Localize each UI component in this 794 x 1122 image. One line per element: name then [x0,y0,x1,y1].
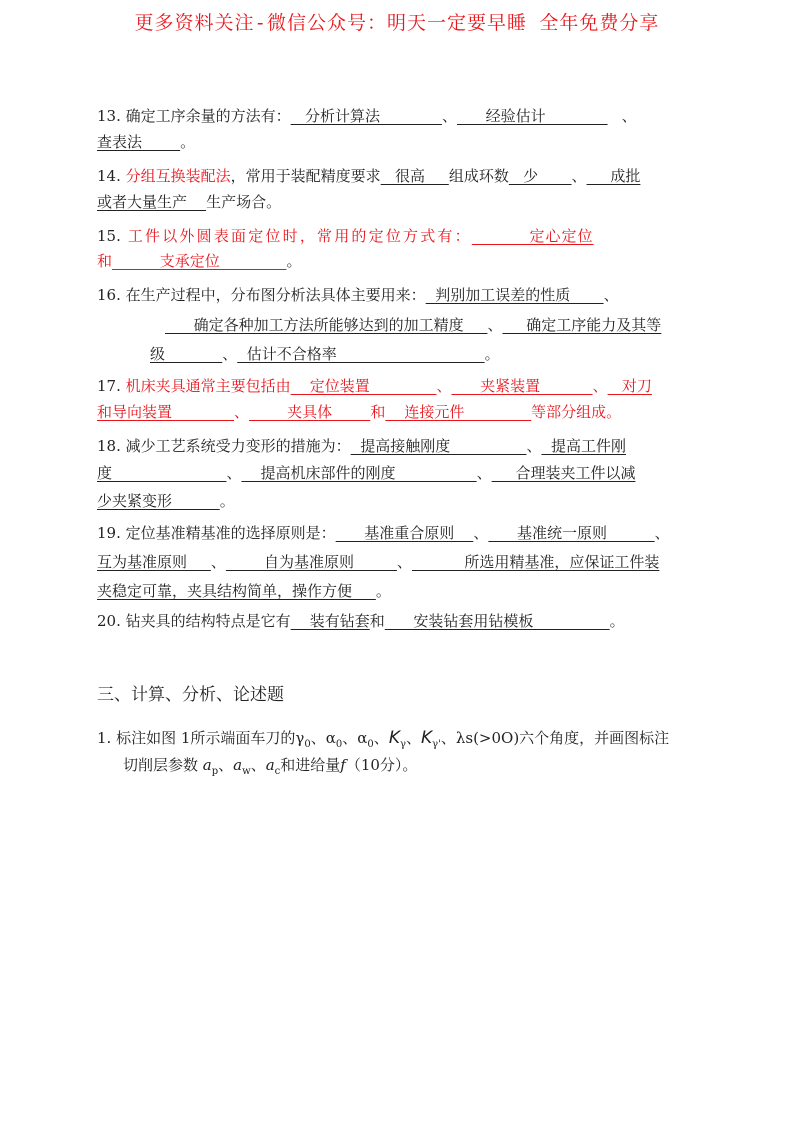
problem-text: 和进给量 [280,756,341,774]
angle-symbol: K [388,728,400,748]
answer-blank: 经验估计 [456,107,608,125]
separator: 、 [592,377,608,395]
separator: 、 [226,464,242,482]
answer-blank: 定心定位 [471,227,594,245]
answer-blank: 或者大量生产 [97,193,207,211]
question-number: 18. [97,437,121,455]
question-text: 在生产过程中，分布图分析法具体主要用来： [125,286,426,304]
question-text: 工件以外圆表面定位时，常用的定位方式有： [127,227,472,245]
separator: 、 [473,524,489,542]
answer-blank: 少夹紧变形 [97,492,220,510]
question-number: 17. [97,377,121,395]
question-text: 和 [370,403,386,421]
separator: 、 [222,345,238,363]
subscript: p [211,766,219,777]
answer-blank: 确定工序能力及其等 [502,316,662,334]
question-text: 机床夹具通常主要包括由 [125,377,291,395]
answer-blank: 安装钻套用钻模板 [384,612,610,630]
question-text: 和 [369,612,385,630]
answer-blank: 定位装置 [290,377,437,395]
line-end: 。 [484,345,500,363]
question-18-line-1 [97,435,700,457]
question-number: 20. [97,612,121,630]
separator: 、 [603,286,619,304]
problem-text: 、λs(>0O)六个角度，并画图标注 [440,729,670,747]
parameter-symbol: a [233,756,243,774]
separator: 、 [210,553,226,571]
parameter-symbol: f [340,756,346,774]
problem-text: （10分）。 [345,756,418,774]
answer-blank: 级 [150,345,223,363]
answer-blank: 很高 [380,167,449,185]
separator: 、 [373,729,389,747]
separator: 、 [654,524,670,542]
answer-blank: 合理装夹工件以减 [491,464,636,482]
question-13-line-1 [97,105,700,127]
question-18-line-3 [97,490,700,512]
question-16-line-2 [165,314,700,336]
line-end: 。 [609,612,625,630]
question-number: 16. [97,286,121,304]
question-number: 14. [97,167,121,185]
separator: 、 [218,756,234,774]
line-end: 。 [375,582,391,600]
subscript: 0 [335,739,343,750]
angle-symbol: 、α [310,729,336,747]
angle-symbol: K [420,728,433,748]
parameter-symbol: a [265,756,275,774]
answer-blank: 自为基准原则 [225,553,397,571]
question-text: ，常用于装配精度要求 [230,167,381,185]
answer-blank: 查表法 [97,133,181,151]
line-end: 。 [286,252,302,270]
problem-text: 标注如图 1所示端面车刀的 [116,729,296,747]
answer-blank: 基准重合原则 [335,524,474,542]
parameter-symbol: a [202,756,212,774]
answer-blank: 基准统一原则 [488,524,655,542]
question-19-line-1 [97,522,700,544]
answer-blank: 夹稳定可靠，夹具结构简单，操作方便 [97,582,376,600]
separator: 、 [526,437,542,455]
separator: 、 [396,553,412,571]
answer-blank: 少 [508,167,572,185]
question-18-line-2 [97,462,700,484]
separator: 、 [621,107,637,125]
separator: 、 [441,107,457,125]
section-heading: 三、计算、分析、论述题 [97,685,284,705]
question-17-line-1 [97,375,700,397]
separator: 、 [234,403,250,421]
question-13-line-2 [97,131,700,153]
line-end: 生产场合。 [206,193,282,211]
problem-number: 1. [97,729,112,747]
subscript: γ [399,739,406,750]
line-end: 等部分组成。 [531,403,622,421]
answer-blank: 判别加工误差的性质 [425,286,604,304]
separator: 、 [436,377,452,395]
question-highlight: 分组互换装配法 [125,167,231,185]
angle-symbol: 、α [342,729,368,747]
answer-blank: 和导向装置 [97,403,234,421]
answer-blank: 装有钻套 [290,612,370,630]
problem-1-line-1 [97,727,700,756]
answer-blank: 所选用精基准，应保证工件装 [411,553,660,571]
separator: 、 [571,167,587,185]
question-text: 和 [97,252,113,270]
answer-blank: 度 [97,464,227,482]
question-number: 15. [97,227,121,245]
answer-blank: 对刀 [607,377,652,395]
separator: 、 [487,316,503,334]
question-16-line-1 [97,284,700,306]
header-banner: 更多资料关注-微信公众号：明天一定要早睡 全年免费分享 [134,12,660,34]
separator: 、 [405,729,421,747]
question-text: 组成环数 [448,167,509,185]
subscript: w [242,766,251,777]
subscript: 0 [367,739,374,750]
answer-blank: 成批 [586,167,641,185]
question-number: 19. [97,524,121,542]
question-14-line-2 [97,191,700,213]
subscript: c [274,766,281,777]
line-end: 。 [219,492,235,510]
question-20-line [97,610,700,632]
answer-blank: 连接元件 [385,403,532,421]
separator: 、 [250,756,266,774]
answer-blank: 确定各种加工方法所能够达到的加工精度 [165,316,488,334]
answer-blank: 分析计算法 [290,107,442,125]
answer-blank: 夹具体 [249,403,371,421]
question-number: 13. [97,107,121,125]
answer-blank: 提高接触刚度 [350,437,527,455]
question-text: 确定工序余量的方法有： [125,107,291,125]
question-text: 钻夹具的结构特点是它有 [125,612,291,630]
subscript: γ' [432,739,441,750]
answer-blank: 估计不合格率 [237,345,485,363]
angle-symbol: γ [295,729,305,747]
question-17-line-2 [97,401,700,423]
problem-1-line-2 [123,754,726,783]
problem-text: 切削层参数 [123,756,199,774]
separator: 、 [476,464,492,482]
question-14-line-1 [97,165,700,187]
question-19-line-3 [97,580,700,602]
question-15-line-2 [97,250,700,272]
answer-blank: 提高机床部件的刚度 [241,464,477,482]
answer-blank: 互为基准原则 [97,553,211,571]
line-end: 。 [180,133,196,151]
question-text: 定位基准精基准的选择原则是： [125,524,336,542]
question-text: 减少工艺系统受力变形的措施为： [125,437,351,455]
answer-blank: 支承定位 [112,252,287,270]
question-16-line-3 [150,343,700,365]
question-19-line-2 [97,551,700,573]
question-15-line-1 [97,225,700,247]
answer-blank: 夹紧装置 [451,377,593,395]
subscript: 0 [304,739,311,750]
answer-blank: 提高工件刚 [541,437,627,455]
